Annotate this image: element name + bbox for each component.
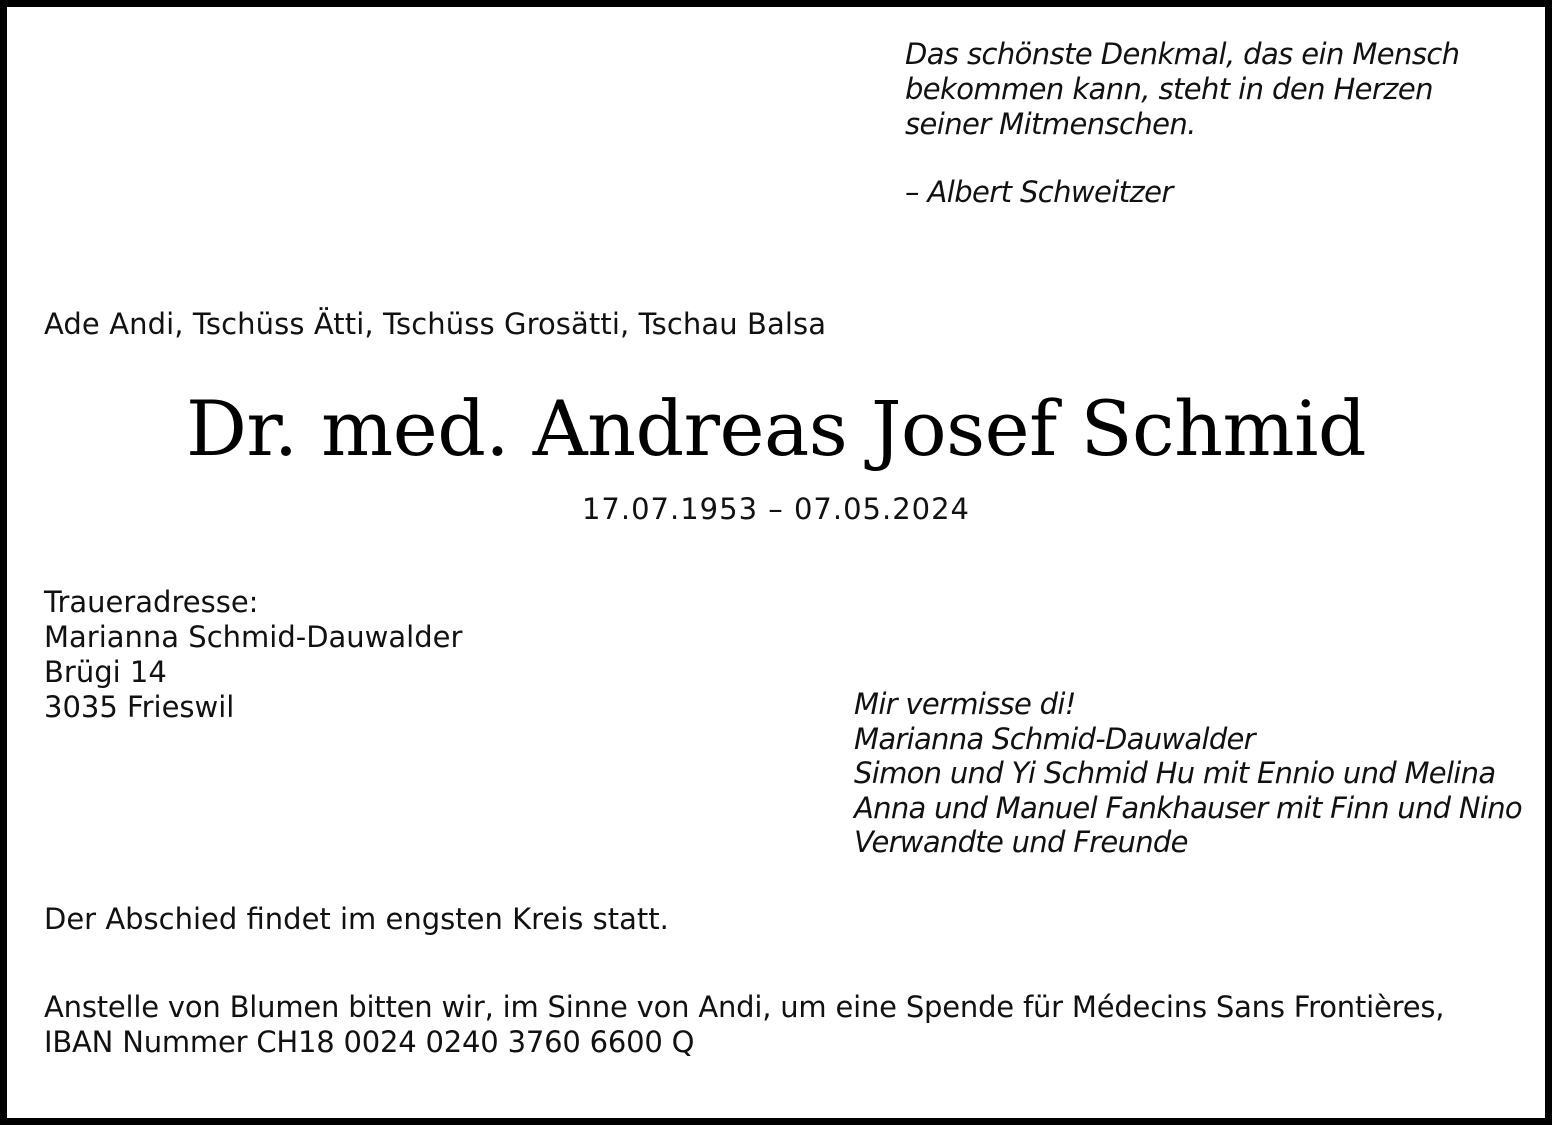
life-dates: 17.07.1953 – 07.05.2024	[581, 492, 971, 526]
donation-line: Anstelle von Blumen bitten wir, im Sinne von Andi, um eine Spende für Médecins Sans Frontières,	[44, 990, 1445, 1024]
greeting-line: Ade Andi, Tschüss Ätti, Tschüss Grosätti, Tschau Balsa	[44, 307, 827, 341]
deceased-name: Dr. med. Andreas Josef Schmid	[185, 384, 1367, 473]
donation-note	[44, 990, 1444, 1060]
quote-line: seiner Mitmenschen.	[905, 107, 1196, 141]
family-line: Anna und Manuel Fankhauser mit Finn und Nino	[854, 790, 1522, 825]
mourning-address	[44, 585, 462, 725]
address-label: Traueradresse:	[44, 585, 259, 619]
family-line: Simon und Yi Schmid Hu mit Ennio und Melina	[854, 756, 1496, 790]
quote-block	[905, 37, 1459, 210]
donation-iban: IBAN Nummer CH18 0024 0240 3760 6600 Q	[44, 1025, 695, 1059]
address-street: Brügi 14	[44, 655, 167, 689]
address-name: Marianna Schmid-Dauwalder	[44, 620, 463, 654]
quote-line: Das schönste Denkmal, das ein Mensch	[905, 37, 1460, 71]
quote-line: bekommen kann, steht in den Herzen	[905, 72, 1433, 106]
farewell-note: Der Abschied findet im engsten Kreis statt.	[44, 902, 669, 936]
address-city: 3035 Frieswil	[44, 690, 235, 724]
family-signature	[854, 687, 1522, 860]
quote-author: – Albert Schweitzer	[905, 175, 1173, 209]
family-line: Mir vermisse di!	[854, 687, 1076, 721]
family-line: Marianna Schmid-Dauwalder	[854, 721, 1255, 756]
family-line: Verwandte und Freunde	[854, 825, 1188, 859]
